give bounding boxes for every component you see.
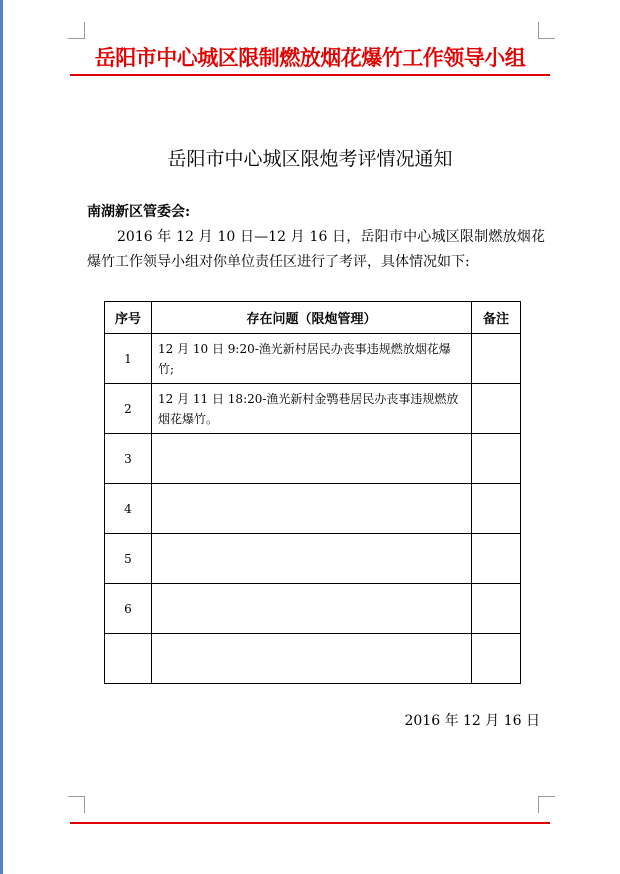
row-issue-text: 12 月 11 日 18:20-渔光新村金鹗巷居民办丧事违规燃放烟花爆竹。	[158, 391, 459, 426]
header-num: 序号	[105, 302, 152, 334]
row-note	[472, 434, 521, 484]
row-note	[472, 584, 521, 634]
row-note	[472, 334, 521, 384]
document-title: 岳阳市中心城区限炮考评情况通知	[167, 148, 453, 170]
table-row	[105, 434, 521, 484]
row-num	[105, 634, 152, 684]
table-header-row	[105, 302, 521, 334]
body-paragraph: 2016 年 12 月 10 日—12 月 16 日，岳阳市中心城区限制燃放烟花爆竹工作领导小组对你单位责任区进行了考评，具体情况如下:	[87, 229, 545, 270]
table-row	[105, 334, 521, 384]
assessment-table	[104, 301, 521, 684]
margin-corner-top-left	[68, 22, 85, 39]
masthead-red-rule	[70, 74, 550, 76]
row-num: 1	[105, 334, 152, 384]
document-date: 2016 年 12 月 16 日	[404, 713, 540, 729]
header-note: 备注	[472, 302, 521, 334]
margin-corner-bottom-left	[68, 796, 85, 813]
table-row	[105, 634, 521, 684]
row-note	[472, 534, 521, 584]
table-row	[105, 384, 521, 434]
table-row	[105, 584, 521, 634]
row-note	[472, 484, 521, 534]
table-row	[105, 534, 521, 584]
table-row	[105, 484, 521, 534]
row-num: 3	[105, 434, 152, 484]
row-issue	[152, 434, 472, 484]
row-note	[472, 384, 521, 434]
row-num: 2	[105, 384, 152, 434]
row-issue	[152, 384, 472, 434]
margin-corner-top-right	[538, 22, 555, 39]
row-issue-text: 12 月 10 日 9:20-渔光新村居民办丧事违规燃放烟花爆竹;	[158, 341, 451, 376]
header-issue: 存在问题（限炮管理）	[152, 302, 472, 334]
row-note	[472, 634, 521, 684]
page-edge-rule	[0, 0, 3, 874]
margin-corner-bottom-right	[538, 796, 555, 813]
footer-red-rule	[70, 822, 550, 824]
row-num: 5	[105, 534, 152, 584]
row-issue	[152, 634, 472, 684]
row-issue	[152, 584, 472, 634]
row-issue	[152, 334, 472, 384]
row-issue	[152, 484, 472, 534]
row-num: 6	[105, 584, 152, 634]
row-num: 4	[105, 484, 152, 534]
row-issue	[152, 534, 472, 584]
masthead: 岳阳市中心城区限制燃放烟花爆竹工作领导小组	[94, 45, 526, 70]
addressee: 南湖新区管委会:	[87, 204, 191, 220]
